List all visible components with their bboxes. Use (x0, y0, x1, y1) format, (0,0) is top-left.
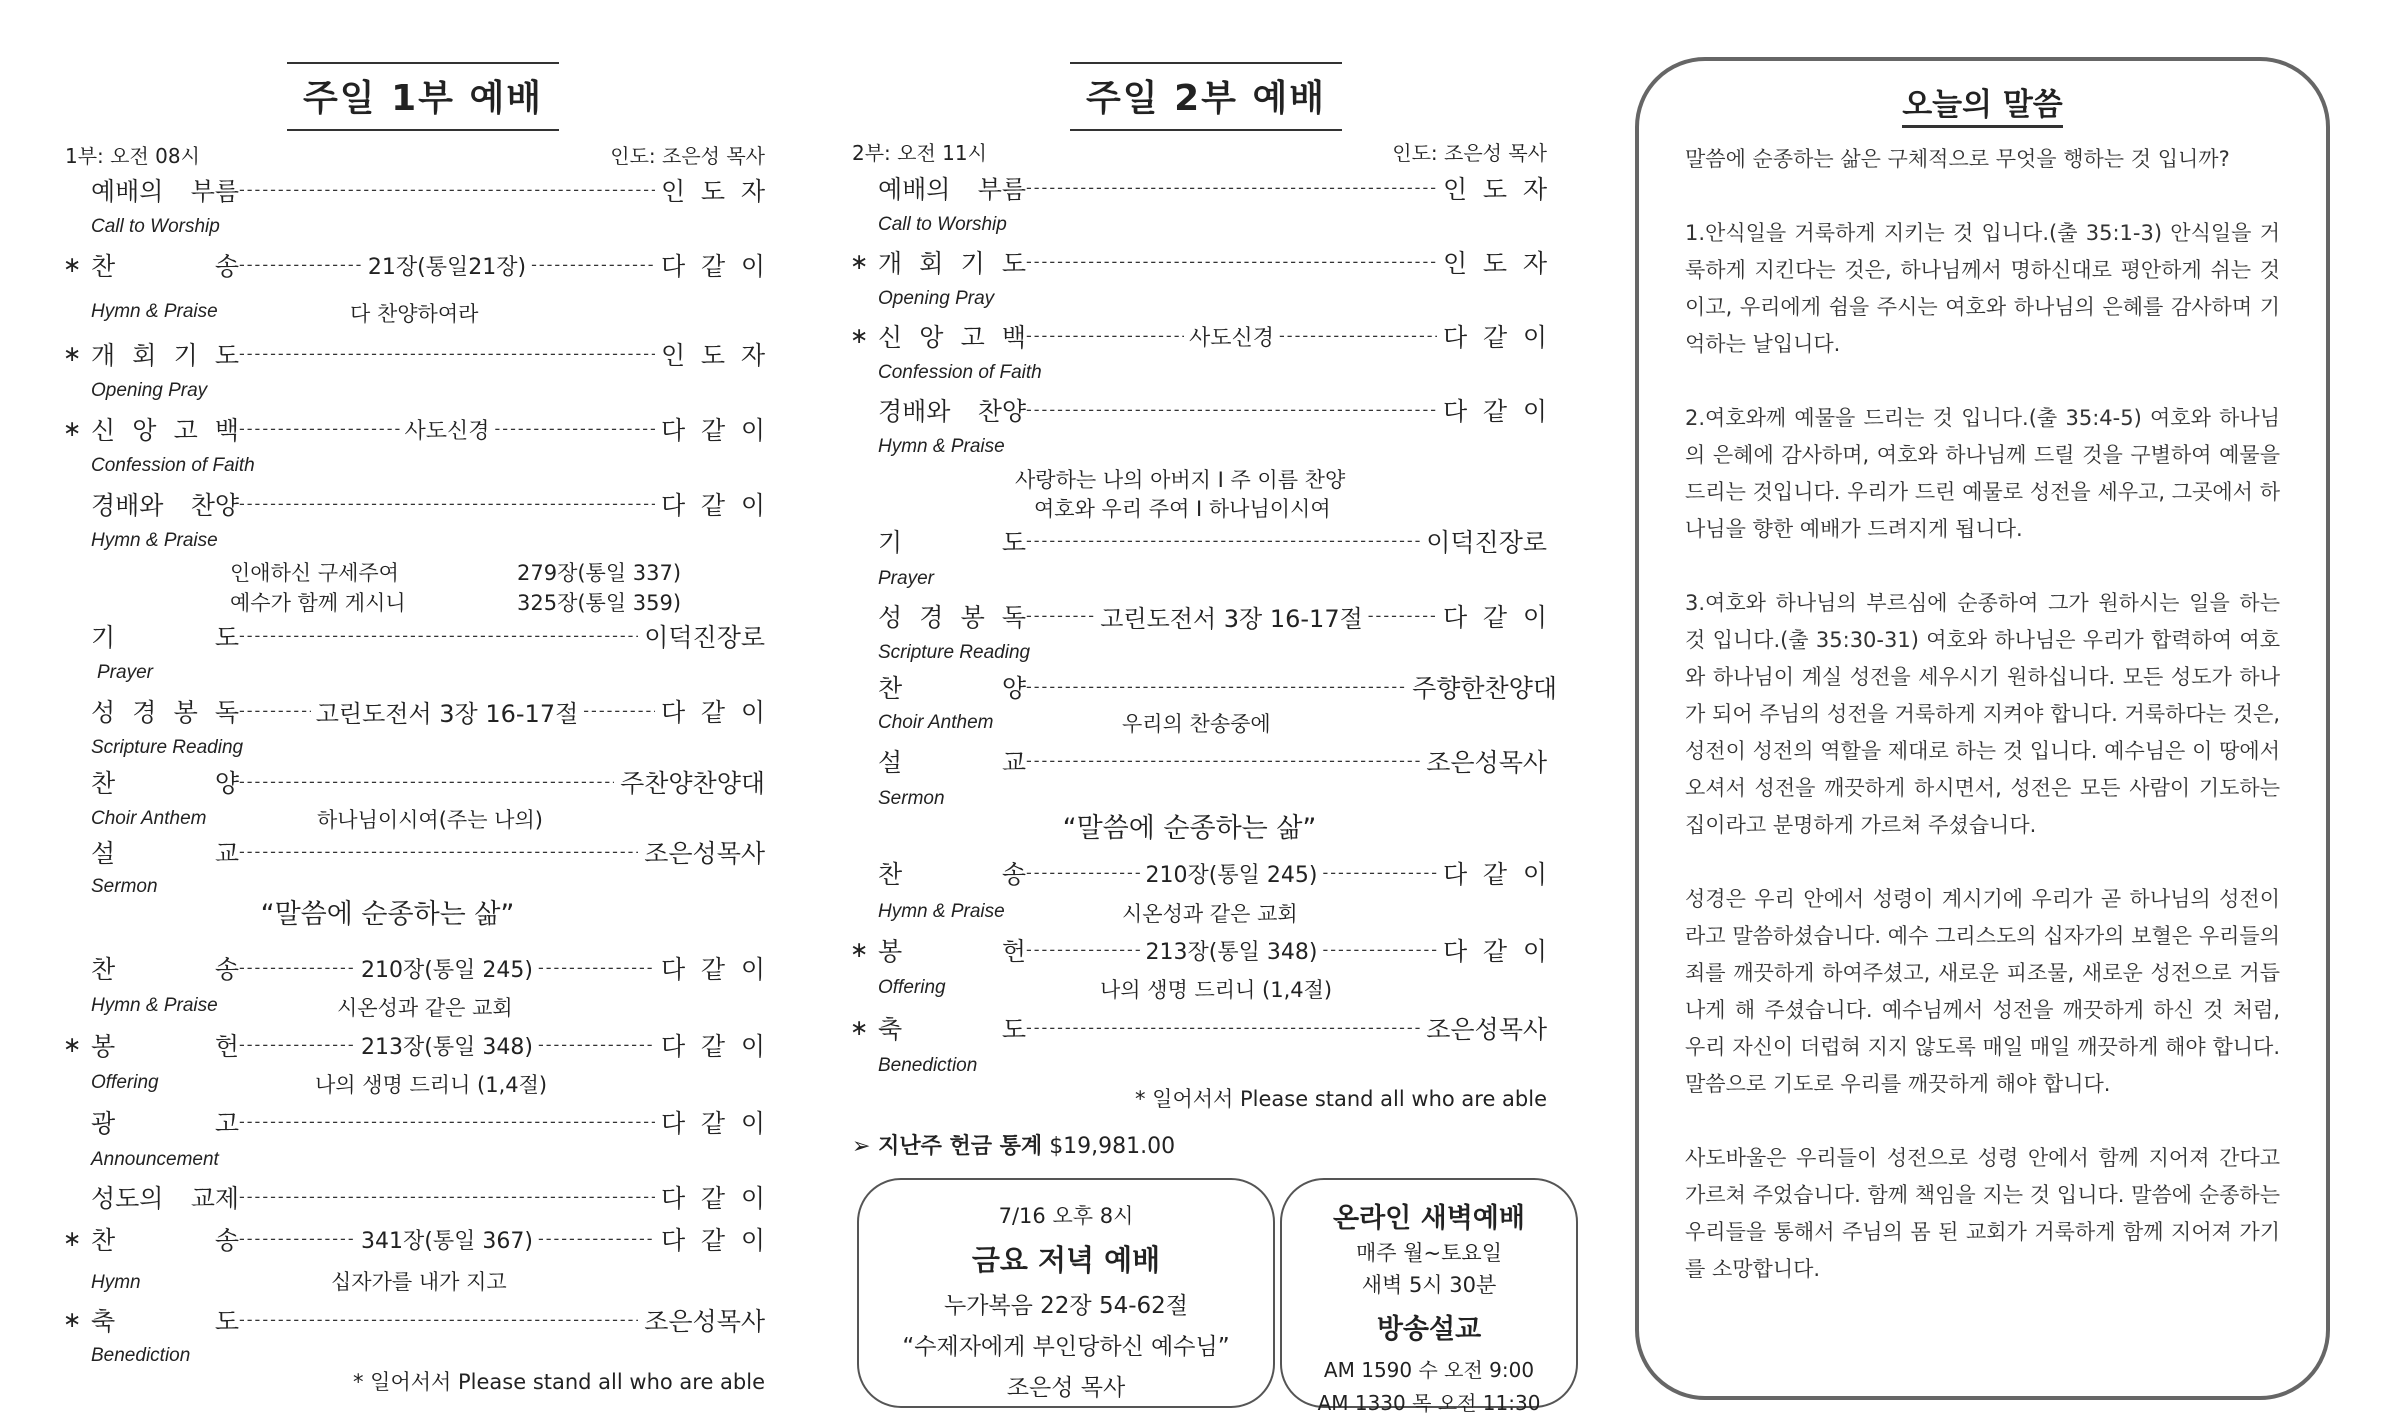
order-performer: 인 도 자 (661, 341, 765, 370)
sermon-title: “말씀에 순종하는 삶” (260, 899, 515, 930)
order-label: 신 앙 고 백 (91, 416, 239, 445)
order-performer: 다 같 이 (661, 1032, 765, 1061)
order-performer: 다 같 이 (661, 955, 765, 984)
order-item (852, 855, 1547, 891)
order-label: 설 교 (91, 839, 239, 868)
order-english: Scripture Reading (878, 642, 1031, 663)
order-label: 경배와 찬양 (91, 491, 239, 520)
order-english: Call to Worship (91, 216, 220, 237)
order-note: 시온성과 같은 교회 (1122, 902, 1298, 926)
praise-song: 예수가 함께 게시니 (230, 591, 406, 615)
praise-song: 여호와 우리 주여 I 하나님이시여 (1034, 497, 1331, 521)
service-time: 2부: 오전 11시 (852, 141, 987, 165)
order-label: 예배의 부름 (91, 177, 239, 206)
stand-note: * 일어서서 Please stand all who are able (1135, 1087, 1547, 1111)
order-english: Offering (91, 1072, 159, 1093)
order-item (852, 170, 1547, 206)
order-item: ∗ 축 도 ----- 조은성 목사 (852, 1010, 1547, 1046)
order-performer: 다 같 이 (661, 491, 765, 520)
service-time: 1부: 오전 08시 (65, 144, 200, 168)
order-english: Hymn & Praise (878, 436, 1005, 457)
order-english: Hymn & Praise (878, 901, 1005, 922)
online-days: 매주 월~토요일 (1356, 1241, 1502, 1265)
order-detail: 213장(통일 348) (1145, 939, 1318, 965)
order-item: ∗ 봉 헌 ----- 213장(통일 348) ----- 다 같 이 (852, 932, 1547, 968)
order-english: Sermon (878, 788, 945, 809)
praise-song: 인애하신 구세주여 (230, 561, 399, 585)
word-paragraph: 2.여호와께 예물을 드리는 것 입니다.(출 35:4-5) 여호와 하나님의 은혜에 감사하며, 여호와 하나님께 드릴 것을 구별하여 예물을 드리는 것입니다. 우리가 드린 예물로 성전을 세우고, 그곳에서 하나님을 향한 예배가 드려지게 됩니다. (1685, 406, 2280, 541)
offering-stats (852, 1129, 1175, 1160)
order-detail: 사도신경 (1189, 325, 1275, 351)
order-label: 경배와 찬양 (878, 397, 1026, 426)
order-performer: 다 같 이 (1443, 323, 1548, 352)
order-performer: 다 같 이 (661, 698, 765, 727)
todays-word-panel (1635, 57, 2330, 1400)
broadcast-am2: AM 1330 목 오전 11:30 (1317, 1391, 1541, 1415)
order-label: 기 도 (878, 528, 1026, 557)
order-performer: 조은성 목사 (1426, 748, 1547, 777)
friday-service-box (857, 1178, 1275, 1408)
order-detail: 213장(통일 348) (361, 1034, 533, 1060)
word-paragraph: 사도바울은 우리들이 성전으로 성령 안에서 함께 지어져 간다고 가르쳐 주었습니다. 함께 책임을 지는 것 입니다. 말씀에 순종하는 우리들을 통해서 주님의 몸 된 교회가 거룩하게 함께 지어져 가기를 소망합니다. (1685, 1146, 2280, 1281)
order-performer: 주향한 찬양대 (1412, 674, 1557, 703)
service-leader: 인도: 조은성 목사 (610, 144, 765, 168)
order-note: 나의 생명 드리니 (1,4절) (315, 1073, 548, 1097)
order-note: 시온성과 같은 교회 (337, 996, 513, 1020)
order-label: 성도의 교제 (91, 1184, 239, 1213)
order-note: 나의 생명 드리니 (1,4절) (1100, 978, 1333, 1002)
order-performer: 다 같 이 (1443, 937, 1547, 966)
friday-title: 금요 저녁 예배 (971, 1243, 1161, 1277)
praise-song-number: 325장(통일 359) (517, 591, 682, 615)
order-item (65, 950, 765, 986)
online-title: 온라인 새벽예배 (1333, 1203, 1525, 1234)
order-label: 찬 양 (878, 674, 1026, 703)
order-note: 십자가를 내가 지고 (331, 1270, 507, 1294)
stand-note: * 일어서서 Please stand all who are able (353, 1370, 765, 1394)
order-performer: 다 같 이 (661, 1184, 765, 1213)
order-item (852, 392, 1547, 428)
order-detail: 341장(통일 367) (361, 1228, 533, 1254)
order-performer: 인 도 자 (1443, 175, 1547, 204)
order-item (65, 618, 765, 654)
order-item (65, 764, 765, 800)
order-performer: 다 같 이 (661, 416, 766, 445)
order-label: 신 앙 고 백 (878, 323, 1026, 352)
order-item (65, 486, 765, 522)
order-item: ∗ 신 앙 고 백 ----- 사도신경 ----- 다 같 이 (65, 411, 765, 447)
order-label: 찬 송 (91, 955, 239, 984)
todays-word-body (1685, 141, 2280, 1325)
order-label: 기 도 (91, 623, 239, 652)
order-label: 축 도 (91, 1307, 239, 1336)
order-performer: 조은성 목사 (1426, 1015, 1547, 1044)
order-english: Hymn & Praise (91, 530, 218, 551)
sermon-title: “말씀에 순종하는 삶” (1062, 813, 1317, 844)
service-2-title: 주일 2부 예배 (1070, 62, 1342, 131)
order-english: Call to Worship (878, 214, 1007, 235)
order-label: 봉 헌 (91, 1032, 239, 1061)
order-item (65, 1104, 765, 1140)
order-detail: 21장(통일21장) (367, 254, 527, 280)
order-item: ∗ 개 회 기 도 ----- 인 도 자 (852, 244, 1547, 280)
order-label: 찬 양 (91, 769, 239, 798)
order-item: ∗ 개 회 기 도 ----- 인 도 자 (65, 336, 765, 372)
order-performer: 다 같 이 (1443, 397, 1547, 426)
order-english: Choir Anthem (878, 712, 994, 733)
order-english: Confession of Faith (878, 362, 1042, 383)
order-item (852, 669, 1557, 705)
order-note: 우리의 찬송중에 (1122, 712, 1271, 736)
todays-word-title: 오늘의 말씀 (1639, 79, 2326, 124)
order-item: ∗ 축 도 ----- 조은성 목사 (65, 1302, 765, 1338)
order-english: Offering (878, 977, 946, 998)
service-2-header (852, 137, 1547, 166)
order-english: Announcement (91, 1149, 219, 1170)
praise-song: 사랑하는 나의 아버지 I 주 이름 찬양 (1015, 468, 1346, 492)
broadcast-title: 방송설교 (1376, 1314, 1482, 1345)
order-label: 봉 헌 (878, 937, 1026, 966)
service-1-title: 주일 1부 예배 (287, 62, 559, 131)
order-performer: 주찬양 찬양대 (620, 769, 765, 798)
order-performer: 조은성 목사 (644, 839, 765, 868)
order-performer: 다 같 이 (661, 252, 766, 281)
order-performer: 다 같 이 (661, 1226, 765, 1255)
order-label: 개 회 기 도 (878, 249, 1026, 278)
order-detail: 사도신경 (404, 418, 490, 444)
online-time: 새벽 5시 30분 (1361, 1273, 1497, 1297)
order-detail: 고린도전서 3장 16-17절 (1100, 604, 1363, 633)
praise-song-number: 279장(통일 337) (517, 561, 682, 585)
order-item (65, 172, 765, 208)
order-english: Confession of Faith (91, 455, 255, 476)
order-label: 성 경 봉 독 (91, 698, 239, 727)
order-label: 개 회 기 도 (91, 341, 239, 370)
order-item (65, 693, 765, 729)
word-paragraph: 3.여호와 하나님의 부르심에 순종하여 그가 원하시는 일을 하는 것 입니다.(출 35:30-31) 여호와 하나님은 우리가 합력하여 여호와 하나님이 계실 성전을 세우시기 원하십니다. 모든 성도가 하나가 되어 주님의 성전을 거룩하게 지켜야 합니다. 거룩하다는 것은, 성전이 성전의 역할을 제대로 하는 것 입니다. 예수님은 이 땅에서 오셔서 성전을 깨끗하게 하시면서, 성전은 모든 사람이 기도하는 집이라고 분명하게 가르쳐 주셨습니다. (1685, 591, 2280, 837)
order-label: 설 교 (878, 748, 1026, 777)
order-note: 다 찬양하여라 (350, 302, 479, 326)
order-item (65, 834, 765, 870)
word-paragraph: 성경은 우리 안에서 성령이 계시기에 우리가 곧 하나님의 성전이라고 말씀하셨습니다. 예수 그리스도의 십자가의 보혈은 우리들의 죄를 깨끗하게 하여주셨고, 새로운 피조물, 새로운 성전으로 거듭나게 해 주셨습니다. 예수님께서 성전을 깨끗하게 하신 것 처럼, 우리 자신이 더럽혀 지지 않도록 매일 매일 깨끗하게 해야 합니다. 말씀으로 기도로 우리를 깨끗하게 해야 합니다. (1685, 887, 2280, 1096)
order-performer: 이덕진 장로 (644, 623, 765, 652)
order-english: Choir Anthem (91, 808, 207, 829)
word-paragraph: 말씀에 순종하는 삶은 구체적으로 무엇을 행하는 것 입니까? (1685, 147, 2230, 171)
order-label: 찬 송 (91, 1226, 239, 1255)
order-english: Hymn & Praise (91, 301, 218, 322)
offering-stats-label: ➢ 지난주 헌금 통계 (852, 1134, 1043, 1159)
order-performer: 조은성 목사 (644, 1307, 765, 1336)
order-performer: 인 도 자 (1443, 249, 1547, 278)
order-english: Prayer (878, 568, 934, 589)
word-paragraph: 1.안식일을 거룩하게 지키는 것 입니다.(출 35:1-3) 안식일을 거룩하게 지킨다는 것은, 하나님께서 명하신대로 평안하게 쉬는 것이고, 우리에게 쉼을 주시는 여호와 하나님의 은혜를 감사하며 기억하는 날입니다. (1685, 221, 2280, 356)
friday-preacher: 조은성 목사 (1006, 1375, 1126, 1401)
order-detail: 고린도전서 3장 16-17절 (315, 699, 579, 728)
order-english: Sermon (91, 876, 158, 897)
order-item: ∗ 찬 송 ----- 21장(통일21장) ----- 다 같 이 (65, 247, 765, 283)
order-item (852, 743, 1547, 779)
order-note: 하나님이시여(주는 나의) (317, 808, 543, 832)
order-item: ∗ 신 앙 고 백 ----- 사도신경 ----- 다 같 이 (852, 318, 1547, 354)
order-performer: 다 같 이 (1443, 860, 1547, 889)
order-label: 성 경 봉 독 (878, 603, 1026, 632)
offering-stats-amount: $19,981.00 (1049, 1134, 1176, 1159)
order-english: Benediction (878, 1055, 978, 1076)
service-leader: 인도: 조은성 목사 (1392, 141, 1547, 165)
order-item (65, 1179, 765, 1215)
order-label: 광 고 (91, 1109, 239, 1138)
service-1-header (65, 140, 765, 169)
friday-sermon: “수제자에게 부인당하신 예수님” (902, 1334, 1230, 1360)
order-item (852, 598, 1547, 634)
order-english: Opening Pray (91, 380, 208, 401)
order-label: 찬 송 (91, 252, 239, 281)
order-english: Scripture Reading (91, 737, 244, 758)
order-performer: 다 같 이 (1443, 603, 1547, 632)
friday-text: 누가복음 22장 54-62절 (943, 1293, 1189, 1319)
order-item (852, 523, 1547, 559)
order-label: 예배의 부름 (878, 175, 1026, 204)
order-performer: 다 같 이 (661, 1109, 765, 1138)
order-label: 축 도 (878, 1015, 1026, 1044)
order-english: Benediction (91, 1345, 191, 1366)
order-performer: 이덕진 장로 (1426, 528, 1547, 557)
order-item: ∗ 봉 헌 ----- 213장(통일 348) ----- 다 같 이 (65, 1027, 765, 1063)
online-dawn-box (1280, 1178, 1578, 1415)
order-english: Prayer (97, 662, 153, 683)
broadcast-am1: AM 1590 수 오전 9:00 (1323, 1358, 1535, 1382)
order-performer: 인 도 자 (661, 177, 765, 206)
order-detail: 210장(통일 245) (1145, 862, 1318, 888)
order-item: ∗ 찬 송 ----- 341장(통일 367) ----- 다 같 이 (65, 1221, 765, 1257)
order-label: 찬 송 (878, 860, 1026, 889)
order-english: Hymn & Praise (91, 995, 218, 1016)
friday-time: 7/16 오후 8시 (998, 1204, 1134, 1228)
order-detail: 210장(통일 245) (361, 957, 533, 983)
order-english: Hymn (91, 1272, 141, 1293)
order-english: Opening Pray (878, 288, 995, 309)
